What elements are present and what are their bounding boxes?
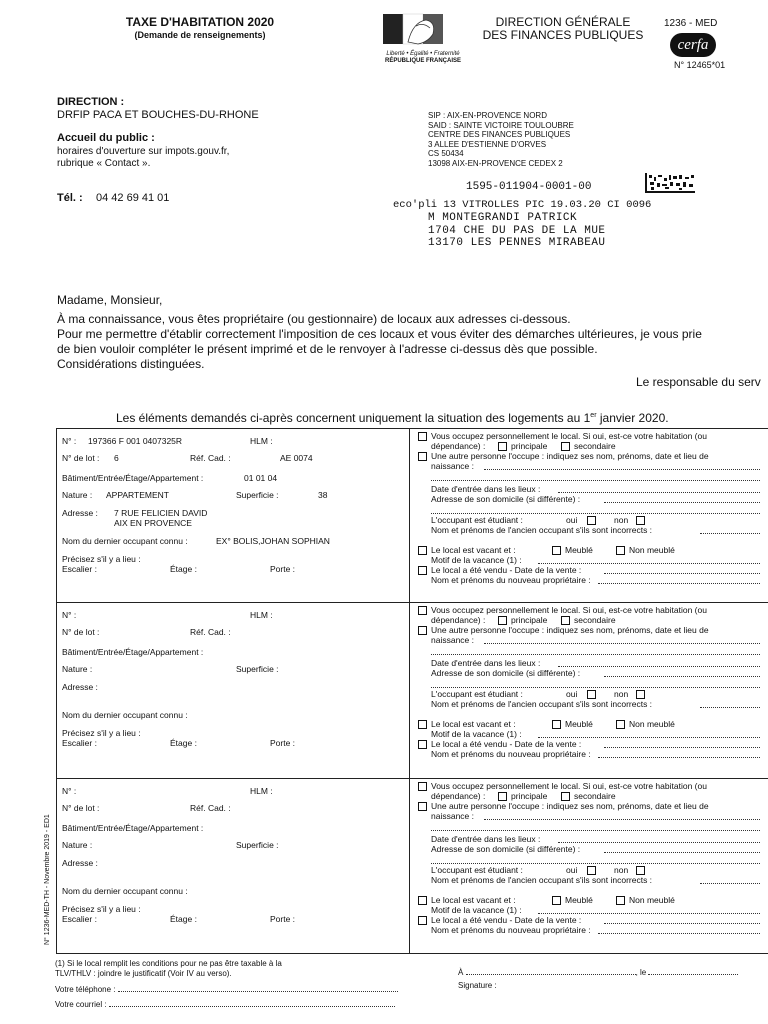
input-naissance[interactable] <box>484 635 760 644</box>
recipient-line: 13170 LES PENNES MIRABEAU <box>428 237 606 249</box>
label-adresse: Adresse : <box>62 682 98 692</box>
checkbox-secondaire[interactable] <box>561 792 570 801</box>
side-reference: N° 1236-MED-TH - Novembre 2019 - ED1 <box>44 814 51 945</box>
label-etudiant-oui: oui <box>566 515 578 525</box>
label-ancien-occupant: Nom et prénoms de l'ancien occupant s'ils sont incorrects : <box>431 699 653 709</box>
input-adresse-domicile[interactable] <box>604 668 760 677</box>
checkbox-secondaire[interactable] <box>561 442 570 451</box>
footnote <box>55 959 282 978</box>
label-autre-line2: naissance : <box>431 461 474 471</box>
value-n: 197366 F 001 0407325R <box>88 436 183 446</box>
label-principale: principale <box>511 441 548 451</box>
phone-field-row <box>55 983 398 994</box>
label-autre-line1: Une autre personne l'occupe : indiquez ses nom, prénoms, date et lieu de <box>431 625 709 635</box>
ecopli-line: eco'pli 13 VITROLLES PIC 19.03.20 CI 0096 <box>393 199 652 211</box>
label-adresse-domicile: Adresse de son domicile (si différente) : <box>431 668 581 678</box>
input-naissance[interactable] <box>484 461 760 470</box>
value-refcad: AE 0074 <box>280 453 313 463</box>
label-etudiant-non: non <box>614 515 629 525</box>
mailing-reference: 1595-011904-0001-00 <box>466 181 592 193</box>
label-superficie: Superficie : <box>236 664 279 674</box>
local-block <box>0 778 768 954</box>
input-adresse-domicile[interactable] <box>604 494 760 503</box>
checkbox-autre-personne[interactable] <box>418 626 427 635</box>
sender-line: SIP : AIX-EN-PROVENCE NORD <box>428 111 547 120</box>
situation-notice <box>116 409 669 425</box>
checkbox-non-meuble[interactable] <box>616 896 625 905</box>
label-n: N° : <box>62 436 77 446</box>
salutation: Madame, Monsieur, <box>57 293 163 307</box>
checkbox-vendu[interactable] <box>418 566 427 575</box>
checkbox-etudiant-oui[interactable] <box>587 866 596 875</box>
label-nature: Nature : <box>62 490 93 500</box>
label-occupez-line1: Vous occupez personnellement le local. Si oui, est-ce votre habitation (ou <box>431 431 707 441</box>
label-meuble: Meublé <box>565 719 593 729</box>
label-etage: Étage : <box>170 738 197 748</box>
footnote-line1: (1) Si le local remplit les conditions pour ne pas être taxable à la <box>55 959 282 968</box>
label-occupez-line2: dépendance) : <box>431 441 486 451</box>
checkbox-meuble[interactable] <box>552 546 561 555</box>
label-hlm: HLM : <box>250 610 273 620</box>
label-escalier: Escalier : <box>62 914 97 924</box>
label-hlm: HLM : <box>250 436 273 446</box>
label-motif: Motif de la vacance (1) : <box>431 905 522 915</box>
input-motif[interactable] <box>538 729 760 738</box>
date-label: , le <box>635 968 647 977</box>
input-nouveau-proprietaire[interactable] <box>598 575 760 584</box>
value-superficie: 38 <box>318 490 328 500</box>
marianne-logo <box>378 12 468 64</box>
accueil-label: Accueil du public : <box>57 132 155 144</box>
value-nature: APPARTEMENT <box>106 490 169 500</box>
label-refcad: Réf. Cad. : <box>190 453 231 463</box>
emblem-name: RÉPUBLIQUE FRANÇAISE <box>384 58 461 64</box>
form-code: 1236 - MED <box>664 18 718 29</box>
label-nature: Nature : <box>62 840 93 850</box>
accueil-line2: rubrique « Contact ». <box>57 158 151 169</box>
label-nouveau-proprietaire: Nom et prénoms du nouveau propriétaire : <box>431 749 591 759</box>
label-porte: Porte : <box>270 564 296 574</box>
label-refcad: Réf. Cad. : <box>190 803 231 813</box>
place-date-row <box>458 966 738 977</box>
form-subtitle: (Demande de renseignements) <box>134 30 266 40</box>
tel-label: Tél. : <box>57 192 83 204</box>
label-nouveau-proprietaire: Nom et prénoms du nouveau propriétaire : <box>431 575 591 585</box>
label-motif: Motif de la vacance (1) : <box>431 729 522 739</box>
label-ancien-occupant: Nom et prénoms de l'ancien occupant s'ils sont incorrects : <box>431 525 653 535</box>
label-batiment: Bâtiment/Entrée/Étage/Appartement : <box>62 647 204 657</box>
checkbox-principale[interactable] <box>498 792 507 801</box>
label-vendu: Le local a été vendu - Date de la vente : <box>431 739 582 749</box>
sender-line: 3 ALLEE D'ESTIENNE D'ORVES <box>428 139 547 149</box>
sender-line: 13098 AIX-EN-PROVENCE CEDEX 2 <box>428 158 563 168</box>
input-nouveau-proprietaire[interactable] <box>598 749 760 758</box>
label-dernier-occupant: Nom du dernier occupant connu : <box>62 536 188 546</box>
label-dernier-occupant: Nom du dernier occupant connu : <box>62 886 188 896</box>
value-batiment: 01 01 04 <box>244 473 278 483</box>
checkbox-etudiant-oui[interactable] <box>587 690 596 699</box>
label-porte: Porte : <box>270 914 296 924</box>
dgfip-line1: DIRECTION GÉNÉRALE <box>495 15 631 29</box>
label-escalier: Escalier : <box>62 564 97 574</box>
input-date-vente[interactable] <box>604 565 760 574</box>
label-occupez-line2: dépendance) : <box>431 791 486 801</box>
label-occupez-line1: Vous occupez personnellement le local. Si oui, est-ce votre habitation (ou <box>431 781 707 791</box>
label-principale: principale <box>511 791 548 801</box>
checkbox-occupez[interactable] <box>418 782 427 791</box>
accueil-line1: horaires d'ouverture sur impots.gouv.fr, <box>57 146 230 157</box>
input-date-vente[interactable] <box>604 915 760 924</box>
label-date-entree: Date d'entrée dans les lieux : <box>431 834 541 844</box>
sender-line: SAID : SAINTE VICTOIRE TOULOUBRE <box>428 120 574 130</box>
email-field-row <box>55 998 395 1009</box>
input-motif[interactable] <box>538 905 760 914</box>
checkbox-non-meuble[interactable] <box>616 720 625 729</box>
label-secondaire: secondaire <box>574 791 616 801</box>
place-input[interactable] <box>466 966 636 975</box>
checkbox-autre-personne[interactable] <box>418 452 427 461</box>
label-hlm: HLM : <box>250 786 273 796</box>
checkbox-non-meuble[interactable] <box>616 546 625 555</box>
checkbox-etudiant-non[interactable] <box>636 516 645 525</box>
input-date-entree[interactable] <box>558 834 760 843</box>
recipient-line: 1704 CHE DU PAS DE LA MUE <box>428 224 606 237</box>
cerfa-logo: cerfa <box>670 33 716 57</box>
label-precisez: Précisez s'il y a lieu : <box>62 728 141 738</box>
label-secondaire: secondaire <box>574 441 616 451</box>
label-vacant: Le local est vacant et : <box>431 719 516 729</box>
input-autre-extra[interactable] <box>431 472 760 481</box>
phone-input[interactable] <box>118 983 398 992</box>
checkbox-meuble[interactable] <box>552 720 561 729</box>
datamatrix-icon <box>645 173 695 193</box>
notice-text-end: janvier 2020. <box>596 411 669 425</box>
sender-address <box>428 111 574 168</box>
label-non-meuble: Non meublé <box>629 895 675 905</box>
label-autre-line1: Une autre personne l'occupe : indiquez ses nom, prénoms, date et lieu de <box>431 801 709 811</box>
checkbox-etudiant-oui[interactable] <box>587 516 596 525</box>
label-precisez: Précisez s'il y a lieu : <box>62 554 141 564</box>
tel-value: 04 42 69 41 01 <box>96 192 170 204</box>
marianne-emblem-icon <box>378 12 468 46</box>
cerfa-number: N° 12465*01 <box>674 60 726 70</box>
label-secondaire: secondaire <box>574 615 616 625</box>
label-nouveau-proprietaire: Nom et prénoms du nouveau propriétaire : <box>431 925 591 935</box>
input-ancien-occupant[interactable] <box>700 699 760 708</box>
label-date-entree: Date d'entrée dans les lieux : <box>431 484 541 494</box>
checkbox-secondaire[interactable] <box>561 616 570 625</box>
label-refcad: Réf. Cad. : <box>190 627 231 637</box>
checkbox-vendu[interactable] <box>418 916 427 925</box>
label-etudiant-non: non <box>614 689 629 699</box>
direction-label: DIRECTION : <box>57 96 125 108</box>
label-ancien-occupant: Nom et prénoms de l'ancien occupant s'ils sont incorrects : <box>431 875 653 885</box>
label-etage: Étage : <box>170 914 197 924</box>
label-etudiant: L'occupant est étudiant : <box>431 515 523 525</box>
label-precisez: Précisez s'il y a lieu : <box>62 904 141 914</box>
label-etage: Étage : <box>170 564 197 574</box>
label-vendu: Le local a été vendu - Date de la vente : <box>431 565 582 575</box>
emblem-motto: Liberté • Égalité • Fraternité <box>386 51 460 57</box>
value-dernier-occupant: EX° BOLIS,JOHAN SOPHIAN <box>216 536 330 546</box>
value-adresse-line2: AIX EN PROVENCE <box>114 518 192 528</box>
place-label: À <box>458 968 464 977</box>
recipient-line: M MONTEGRANDI PATRICK <box>428 212 578 224</box>
input-adresse-extra[interactable] <box>431 679 760 688</box>
label-superficie: Superficie : <box>236 840 279 850</box>
letter-p3: de bien vouloir compléter le présent imprimé et de le renvoyer à l'adresse ci-dessus dès que possible. <box>57 342 598 356</box>
checkbox-vacant[interactable] <box>418 720 427 729</box>
input-adresse-extra[interactable] <box>431 505 760 514</box>
local-block <box>0 428 768 602</box>
input-date-entree[interactable] <box>558 484 760 493</box>
checkbox-vacant[interactable] <box>418 546 427 555</box>
input-nouveau-proprietaire[interactable] <box>598 925 760 934</box>
label-etudiant: L'occupant est étudiant : <box>431 865 523 875</box>
letter-p1: À ma connaissance, vous êtes propriétaire (ou gestionnaire) de locaux aux adresses ci-dessous. <box>57 312 571 326</box>
checkbox-meuble[interactable] <box>552 896 561 905</box>
checkbox-autre-personne[interactable] <box>418 802 427 811</box>
checkbox-vacant[interactable] <box>418 896 427 905</box>
letter-signoff: Le responsable du serv <box>636 375 761 389</box>
label-etudiant: L'occupant est étudiant : <box>431 689 523 699</box>
input-adresse-extra[interactable] <box>431 855 760 864</box>
label-date-entree: Date d'entrée dans les lieux : <box>431 658 541 668</box>
label-etudiant-oui: oui <box>566 865 578 875</box>
label-vendu: Le local a été vendu - Date de la vente : <box>431 915 582 925</box>
value-adresse-line1: 7 RUE FELICIEN DAVID <box>114 508 208 518</box>
input-naissance[interactable] <box>484 811 760 820</box>
letter-p2: Pour me permettre d'établir correctement l'imposition de ces locaux et vous éviter des démarches ultérieures, je vous prie <box>57 327 702 341</box>
form-title: TAXE D'HABITATION 2020 <box>125 15 275 29</box>
local-block <box>0 602 768 778</box>
label-dernier-occupant: Nom du dernier occupant connu : <box>62 710 188 720</box>
label-porte: Porte : <box>270 738 296 748</box>
label-lot: N° de lot : <box>62 627 100 637</box>
input-motif[interactable] <box>538 555 760 564</box>
recipient-address <box>428 212 606 250</box>
label-adresse-domicile: Adresse de son domicile (si différente) : <box>431 844 581 854</box>
sender-line: CENTRE DES FINANCES PUBLIQUES <box>428 130 571 139</box>
letter-p4: Considérations distinguées. <box>57 357 205 371</box>
checkbox-occupez[interactable] <box>418 432 427 441</box>
label-adresse-domicile: Adresse de son domicile (si différente) : <box>431 494 581 504</box>
dgfip-line2: DES FINANCES PUBLIQUES <box>482 28 644 42</box>
label-non-meuble: Non meublé <box>629 545 675 555</box>
label-motif: Motif de la vacance (1) : <box>431 555 522 565</box>
checkbox-etudiant-non[interactable] <box>636 866 645 875</box>
label-escalier: Escalier : <box>62 738 97 748</box>
label-vacant: Le local est vacant et : <box>431 895 516 905</box>
label-occupez-line1: Vous occupez personnellement le local. Si oui, est-ce votre habitation (ou <box>431 605 707 615</box>
label-n: N° : <box>62 610 77 620</box>
label-autre-line2: naissance : <box>431 635 474 645</box>
label-nature: Nature : <box>62 664 93 674</box>
checkbox-occupez[interactable] <box>418 606 427 615</box>
label-adresse: Adresse : <box>62 858 98 868</box>
sender-line: CS 50434 <box>428 149 464 158</box>
label-lot: N° de lot : <box>62 453 100 463</box>
checkbox-etudiant-non[interactable] <box>636 690 645 699</box>
label-vacant: Le local est vacant et : <box>431 545 516 555</box>
input-ancien-occupant[interactable] <box>700 525 760 534</box>
input-date-vente[interactable] <box>604 739 760 748</box>
label-non-meuble: Non meublé <box>629 719 675 729</box>
input-date-entree[interactable] <box>558 658 760 667</box>
notice-sup: er <box>590 412 597 419</box>
email-label: Votre courriel : <box>55 1000 107 1009</box>
phone-label: Votre téléphone : <box>55 985 116 994</box>
label-principale: principale <box>511 615 548 625</box>
label-lot: N° de lot : <box>62 803 100 813</box>
input-adresse-domicile[interactable] <box>604 844 760 853</box>
checkbox-principale[interactable] <box>498 442 507 451</box>
signature-label: Signature : <box>458 981 497 990</box>
input-autre-extra[interactable] <box>431 646 760 655</box>
input-autre-extra[interactable] <box>431 822 760 831</box>
value-lot: 6 <box>114 453 119 463</box>
label-superficie: Superficie : <box>236 490 279 500</box>
label-n: N° : <box>62 786 77 796</box>
label-etudiant-non: non <box>614 865 629 875</box>
date-input[interactable] <box>648 966 738 975</box>
label-meuble: Meublé <box>565 545 593 555</box>
footnote-line2: TLV/THLV : joindre le justificatif (Voir IV au verso). <box>55 968 232 978</box>
label-batiment: Bâtiment/Entrée/Étage/Appartement : <box>62 473 204 483</box>
label-etudiant-oui: oui <box>566 689 578 699</box>
checkbox-vendu[interactable] <box>418 740 427 749</box>
email-input[interactable] <box>109 998 395 1007</box>
checkbox-principale[interactable] <box>498 616 507 625</box>
label-autre-line1: Une autre personne l'occupe : indiquez ses nom, prénoms, date et lieu de <box>431 451 709 461</box>
input-ancien-occupant[interactable] <box>700 875 760 884</box>
direction-value: DRFIP PACA ET BOUCHES-DU-RHONE <box>57 109 259 121</box>
label-autre-line2: naissance : <box>431 811 474 821</box>
label-adresse: Adresse : <box>62 508 98 518</box>
label-meuble: Meublé <box>565 895 593 905</box>
label-occupez-line2: dépendance) : <box>431 615 486 625</box>
notice-text: Les éléments demandés ci-après concernent uniquement la situation des logements au 1 <box>116 411 591 425</box>
label-batiment: Bâtiment/Entrée/Étage/Appartement : <box>62 823 204 833</box>
